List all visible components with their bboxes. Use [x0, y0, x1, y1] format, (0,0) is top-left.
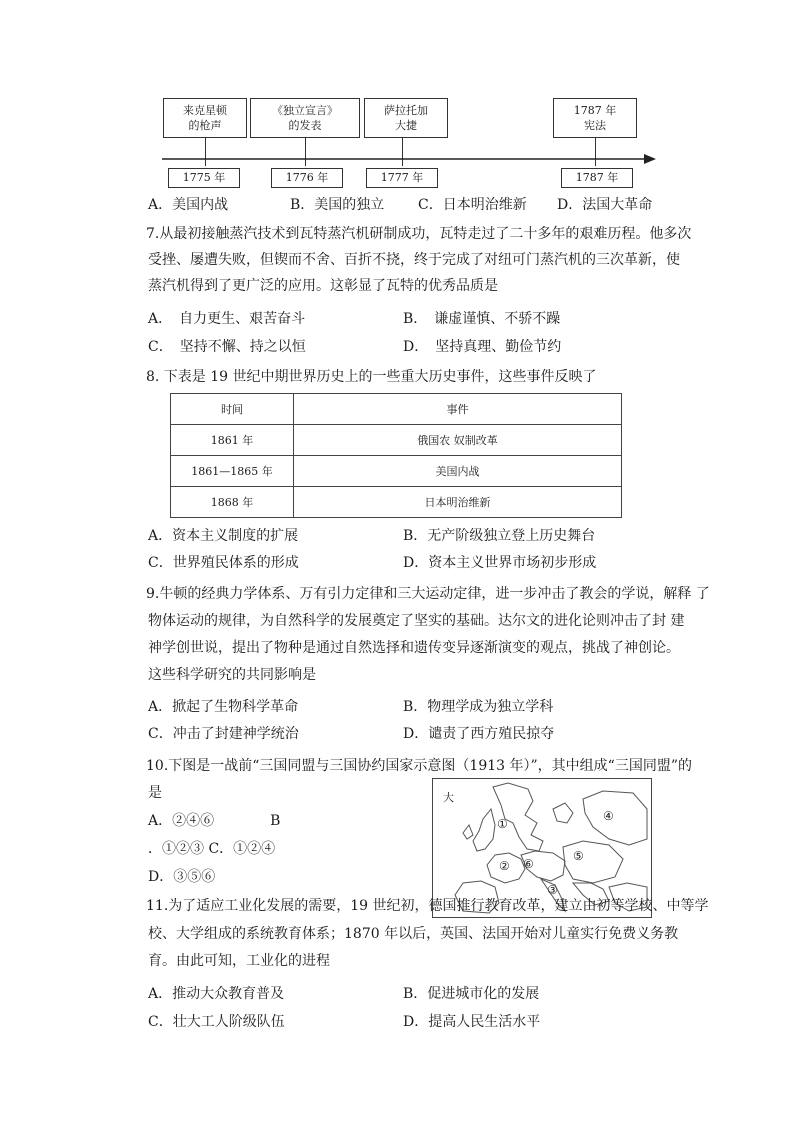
q10-option-line: D．③⑤⑥ [148, 869, 216, 885]
map-label: ④ [603, 809, 614, 823]
table-row [171, 487, 622, 518]
q8-stem: 8. 下表是 19 世纪中期世界历史上的一些重大历史事件，这些事件反映了 [146, 369, 597, 385]
q7-stem-line: 蒸汽机得到了更广泛的应用。这彰显了瓦特的优秀品质是 [148, 278, 498, 294]
q7-option-d: D． 坚持真理、勤俭节约 [403, 339, 562, 355]
map-label: ③ [547, 883, 558, 897]
q9-option-d: D．谴责了西方殖民掠夺 [403, 726, 555, 742]
q6-option-c: C．日本明治维新 [418, 197, 527, 213]
map-label: ⑤ [573, 849, 584, 863]
map-label: ⑥ [523, 857, 534, 871]
q8-option-b: B．无产阶级独立登上历史舞台 [403, 528, 596, 544]
table-header: 事件 [294, 394, 622, 425]
q8-option-c: C．世界殖民体系的形成 [148, 555, 299, 571]
q9-option-a: A．掀起了生物科学革命 [148, 699, 299, 715]
timeline-year: 1775 年 [168, 168, 240, 188]
timeline-axis [160, 152, 660, 166]
table-cell: 1861 年 [171, 425, 294, 456]
q11-stem-line: 校、大学组成的系统教育体系；1870 年以后，英国、法国开始对儿童实行免费义务教 [148, 926, 679, 942]
q9-stem-line: 物体运动的规律，为自然科学的发展奠定了坚实的基础。达尔文的进化论则冲击了封 建 [148, 613, 685, 629]
q6-option-b: B．美国的独立 [290, 197, 385, 213]
q9-stem-line: 这些科学研究的共同影响是 [148, 667, 316, 683]
q7-option-c: C． 坚持不懈、持之以恒 [148, 339, 306, 355]
q9-option-c: C．冲击了封建神学统治 [148, 726, 299, 742]
map-label: ① [497, 817, 508, 831]
q9-stem-line: 神学创世说，提出了物种是通过自然选择和遗传变异逐渐演变的观点，挑战了神创论。 [148, 640, 680, 656]
table-cell: 1861—1865 年 [171, 456, 294, 487]
table-cell: 俄国农 奴制改革 [294, 425, 622, 456]
timeline-year: 1787 年 [561, 168, 633, 188]
map-label: 大 [443, 791, 454, 804]
table-header-row [171, 394, 622, 425]
q11-stem-line: 育。由此可知，工业化的进程 [148, 953, 330, 969]
timeline-year: 1776 年 [271, 168, 343, 188]
q11-option-c: C．壮大工人阶级队伍 [148, 1014, 285, 1030]
q9-stem-line: 9.牛顿的经典力学体系、万有引力定律和三大运动定律，进一步冲击了教会的学说，解释 了 [146, 586, 710, 602]
q6-option-d: D．法国大革命 [557, 197, 653, 213]
table-cell: 美国内战 [294, 456, 622, 487]
q10-stem-line: 是 [148, 785, 162, 801]
timeline-year: 1777 年 [366, 168, 438, 188]
q11-option-d: D．提高人民生活水平 [403, 1014, 541, 1030]
timeline-event: 来克星顿 的枪声 [163, 98, 247, 138]
q7-option-b: B． 谦虚谨慎、不骄不躁 [403, 311, 561, 327]
timeline-event: 萨拉托加 大捷 [364, 98, 448, 138]
q11-option-a: A．推动大众教育普及 [148, 986, 285, 1002]
q9-option-b: B．物理学成为独立学科 [403, 699, 554, 715]
table-header: 时间 [171, 394, 294, 425]
table-row [171, 425, 622, 456]
q10-option-line: ．①②③ C．①②④ [148, 841, 276, 857]
map-label: ② [499, 859, 510, 873]
events-table [170, 393, 622, 518]
q11-option-b: B．促进城市化的发展 [403, 986, 540, 1002]
q10-stem-line: 10.下图是一战前“三国同盟与三国协约国家示意图（1913 年）”，其中组成“三国同盟”的 [146, 758, 692, 774]
q11-stem-line: 11.为了适应工业化发展的需要，19 世纪初，德国推行教育改革，建立由初等学校、中等学 [146, 898, 709, 914]
q7-stem-line: 7.从最初接触蒸汽技术到瓦特蒸汽机研制成功，瓦特走过了二十多年的艰难历程。他多次 [146, 226, 692, 242]
q7-option-a: A． 自力更生、艰苦奋斗 [148, 311, 306, 327]
table-cell: 日本明治维新 [294, 487, 622, 518]
q8-option-a: A．资本主义制度的扩展 [148, 528, 299, 544]
q8-option-d: D．资本主义世界市场初步形成 [403, 555, 597, 571]
q7-stem-line: 受挫、屡遭失败，但锲而不舍、百折不挠，终于完成了对纽可门蒸汽机的三次革新，使 [148, 252, 680, 268]
table-row [171, 456, 622, 487]
q10-option-line: A．②④⑥ B [148, 813, 281, 829]
table-cell: 1868 年 [171, 487, 294, 518]
timeline-event: 1787 年 宪法 [553, 98, 637, 138]
q6-option-a: A．美国内战 [148, 197, 229, 213]
timeline-event: 《独立宣言》 的发表 [250, 98, 360, 138]
